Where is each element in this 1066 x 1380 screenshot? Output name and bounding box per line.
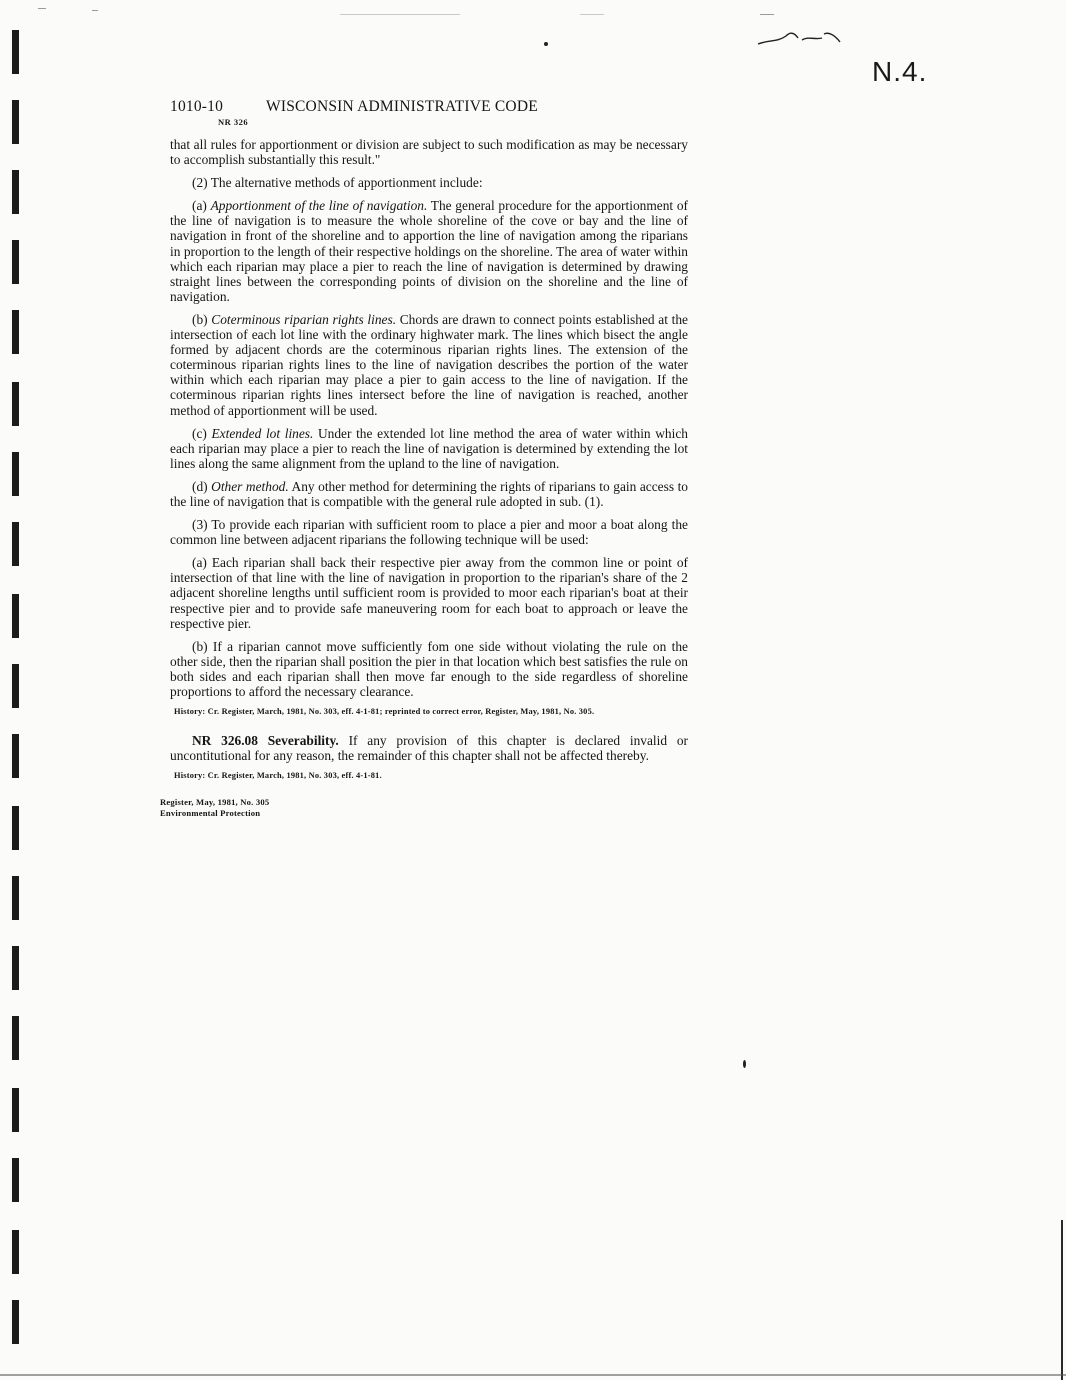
chapter-label: NR 326	[218, 117, 249, 127]
scan-top-edge	[0, 0, 1066, 18]
binding-hole	[12, 382, 19, 426]
paragraph-heading: Other method.	[211, 478, 289, 494]
scan-bottom-edge	[0, 1374, 1066, 1376]
paragraph	[170, 426, 688, 471]
running-header	[170, 98, 688, 116]
section-title: NR 326.08 Severability.	[192, 733, 339, 749]
paragraph-text: (a) Each riparian shall back their respective pier away from the common line or point of intersection of that line with the line of navigation in proportion to the riparian's share of the 2 adjacent shoreline lengths until sufficient room is provided to moor each riparian's boat at their respective pier and to provide safe maneuvering room for each boat to approach or leave the respective pier.	[170, 555, 688, 631]
binding-hole	[12, 522, 19, 566]
binding-hole	[12, 310, 19, 354]
binding-hole	[12, 1300, 19, 1344]
binding-hole	[12, 946, 19, 990]
handwritten-mark	[756, 26, 846, 48]
section-text: If any provision of this chapter is declared invalid or uncontitutional for any reason, the remainder of this chapter shall not be affected thereby.	[170, 733, 688, 764]
register-footer	[160, 797, 688, 819]
binding-holes	[12, 0, 26, 1380]
paragraph	[170, 555, 688, 630]
paragraph-text: (2) The alternative methods of apportionment include:	[192, 175, 483, 191]
paragraph-text: (3) To provide each riparian with sufficient room to place a pier and moor a boat along the common line between adjacent riparians the following technique will be used:	[170, 517, 688, 548]
paragraph	[170, 175, 688, 190]
code-title: WISCONSIN ADMINISTRATIVE CODE	[266, 98, 538, 115]
paragraph-heading: Apportionment of the line of navigation.	[210, 198, 428, 214]
paragraph-lead: (d)	[192, 478, 212, 494]
body-text	[160, 137, 688, 819]
paragraph-text: Under the extended lot line method the area of water within which each riparian may place a pier to reach the line of navigation is determined by extending the lot lines along the same alignment from the upland to the line of navigation.	[170, 425, 688, 471]
paragraph	[170, 639, 688, 699]
paragraph-lead: (c)	[192, 425, 212, 441]
paragraph-heading: Extended lot lines.	[211, 425, 314, 441]
history-note: History: Cr. Register, March, 1981, No. 303, eff. 4-1-81.	[174, 771, 382, 781]
paragraph-list	[170, 137, 688, 699]
paragraph	[170, 479, 688, 509]
sticker-label: N.4.	[872, 56, 928, 87]
binding-hole	[12, 1230, 19, 1274]
scan-right-edge	[1061, 1220, 1063, 1380]
binding-hole	[12, 734, 19, 778]
paragraph-text: Chords are drawn to connect points established at the intersection of each lot line with the ordinary highwater mark. The lines which bisect the angle formed by adjacent chords are the coterminous riparian rights lines. The extension of the coterminous riparian rights lines to the line of navigation describes the portion of the water within which each riparian may place a pier to gain access to the line of navigation. If the coterminous riparian rights lines intersect before the line of navigation is reached, another method of apportionment will be used.	[170, 311, 688, 418]
speck	[544, 42, 548, 46]
paragraph-text: (b) If a riparian cannot move sufficiently fom one side without violating the rule on the other side, then the riparian shall position the pier in that location which best satisfies the rule on both sides and each riparian shall then move far enough to the side regardless of shoreline proportions to afford the necessary clearance.	[170, 638, 688, 699]
paragraph-lead: (b)	[192, 311, 212, 327]
binding-hole	[12, 100, 19, 144]
speck	[743, 1060, 746, 1068]
paragraph-heading: Coterminous riparian rights lines.	[211, 311, 397, 327]
paragraph-text: Any other method for determining the rights of riparians to gain access to the line of navigation that is compatible with the general rule adopted in sub. (1).	[170, 478, 688, 509]
paragraph	[170, 198, 688, 304]
binding-hole	[12, 452, 19, 496]
paragraph	[170, 137, 688, 167]
binding-hole	[12, 1016, 19, 1060]
paragraph	[170, 517, 688, 547]
page-number: 1010-10	[170, 98, 224, 115]
history-note: History: Cr. Register, March, 1981, No. 303, eff. 4-1-81; reprinted to correct error, Register, May, 1981, No. 305.	[174, 707, 595, 717]
footer-department: Environmental Protection	[160, 808, 261, 819]
paragraph	[170, 312, 688, 418]
binding-hole	[12, 806, 19, 850]
binding-hole	[12, 664, 19, 708]
footer-register: Register, May, 1981, No. 305	[160, 797, 270, 808]
paragraph-text: The general procedure for the apportionment of the line of navigation is to measure the whole shoreline of the cove or bay and the line of navigation in front of the shoreline and to apportion the line of navigation among the riparians in proportion to the length of their respective holdings on the shoreline. The area of water within which each riparian may place a pier to reach the line of navigation is determined by drawing straight lines between the corresponding points of division on the shoreline and the line of navigation.	[170, 198, 688, 304]
binding-hole	[12, 1088, 19, 1132]
paragraph-lead: (a)	[192, 198, 211, 214]
paragraph-text: that all rules for apportionment or division are subject to such modification as may be necessary to accomplish substantially this result."	[170, 137, 688, 168]
binding-hole	[12, 30, 19, 74]
severability-section	[170, 733, 688, 763]
binding-hole	[12, 876, 19, 920]
binding-hole	[12, 1158, 19, 1202]
binding-hole	[12, 594, 19, 638]
binding-hole	[12, 170, 19, 214]
binding-hole	[12, 240, 19, 284]
code-page	[160, 98, 688, 819]
